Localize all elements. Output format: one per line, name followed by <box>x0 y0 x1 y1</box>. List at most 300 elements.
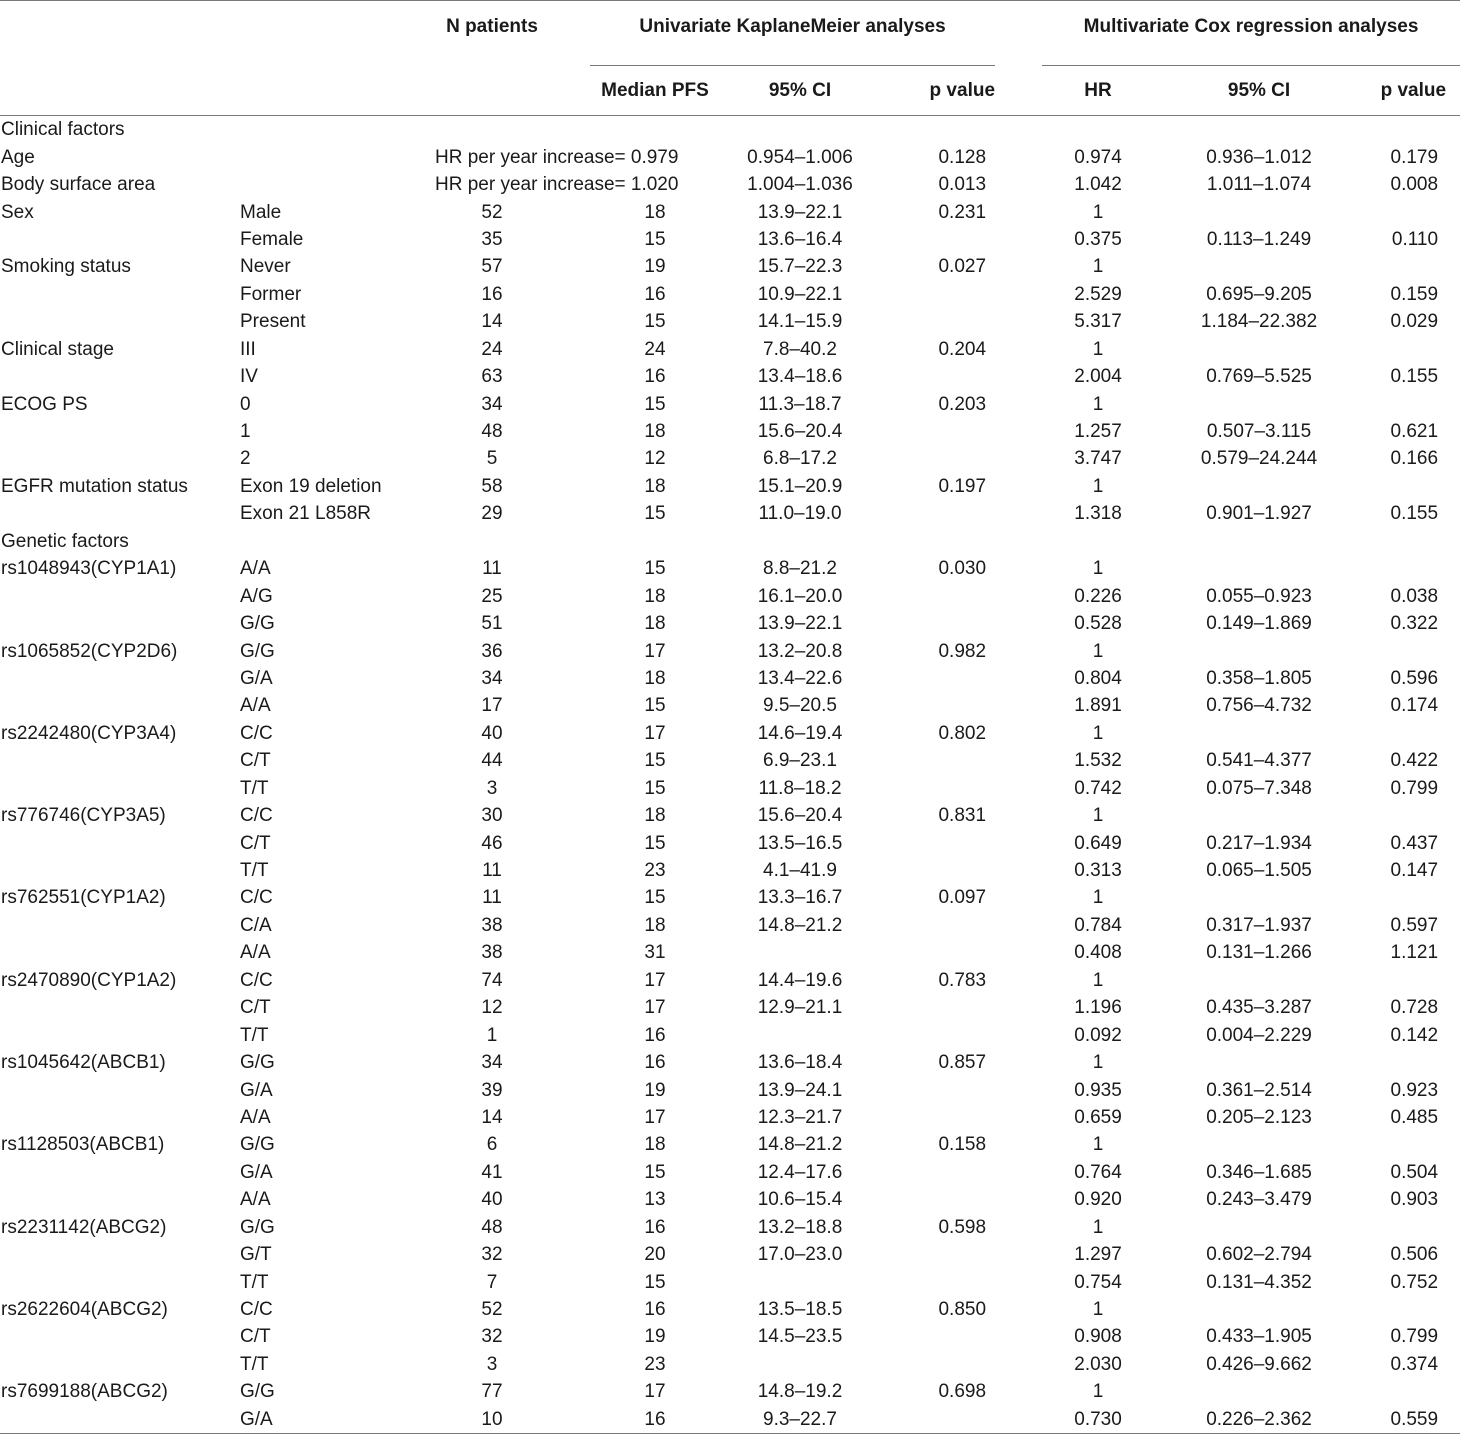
n-patients-cell: 57 <box>481 256 503 278</box>
level-label: T/T <box>240 860 269 882</box>
empty-cell <box>412 528 590 555</box>
hr-cell: 1.257 <box>1074 421 1122 443</box>
table-row <box>0 500 1460 527</box>
n-patients-cell: 41 <box>481 1161 503 1183</box>
hr-cell: 0.804 <box>1074 667 1122 689</box>
table-row <box>0 912 1460 939</box>
level-label: Never <box>240 256 291 278</box>
hr-cell: 1 <box>1092 887 1104 909</box>
gap-cell <box>995 1406 1042 1434</box>
p-univariate-cell: 0.231 <box>938 201 987 223</box>
factor-label: rs2231142(ABCG2) <box>1 1216 167 1238</box>
n-patients-cell: 48 <box>481 421 503 443</box>
level-label: G/A <box>240 1079 273 1101</box>
gap-cell <box>995 912 1042 939</box>
empty-cell <box>720 116 880 144</box>
gap-cell <box>995 1241 1042 1268</box>
ci-univariate-cell <box>720 1021 880 1048</box>
empty-cell <box>1154 528 1364 555</box>
p-univariate-cell <box>880 582 995 609</box>
median-pfs-cell: 17 <box>644 722 666 744</box>
table-row <box>0 1021 1460 1048</box>
table-row <box>0 445 1460 472</box>
p-multivariate-cell <box>1364 720 1460 747</box>
p-univariate-cell <box>880 775 995 802</box>
n-patients-cell: 17 <box>481 695 503 717</box>
median-pfs-cell: 16 <box>644 1052 666 1074</box>
p-univariate-cell <box>880 1406 995 1434</box>
ci-univariate-cell: 12.4–17.6 <box>757 1161 843 1183</box>
gap-cell <box>995 336 1042 363</box>
p-univariate-cell: 0.802 <box>938 722 987 744</box>
empty-cell <box>720 528 880 555</box>
n-patients-cell: 32 <box>481 1244 503 1266</box>
n-patients-cell: 11 <box>482 860 502 882</box>
factor-label <box>0 912 240 939</box>
ci-univariate-cell: 6.8–17.2 <box>763 448 837 470</box>
p-univariate-cell: 0.027 <box>938 256 987 278</box>
n-patients-cell: 1 <box>486 1024 498 1046</box>
hr-cell: 1 <box>1092 1134 1104 1156</box>
factor-label <box>0 857 240 884</box>
table-row <box>0 967 1460 994</box>
median-pfs-cell: 19 <box>644 1326 666 1348</box>
table-row <box>0 1378 1460 1405</box>
gap-cell <box>995 1351 1042 1378</box>
n-patients-cell: 34 <box>481 393 503 415</box>
table-row <box>0 829 1460 856</box>
ci-univariate-cell: 15.1–20.9 <box>757 475 843 497</box>
hr-cell: 2.529 <box>1074 283 1122 305</box>
ci-multivariate-cell <box>1154 390 1364 417</box>
p-univariate-cell: 0.698 <box>938 1381 987 1403</box>
ci-univariate-cell: 14.5–23.5 <box>757 1326 843 1348</box>
median-pfs-cell: 18 <box>644 914 666 936</box>
table-row <box>0 637 1460 664</box>
ci-univariate-cell: 16.1–20.0 <box>757 585 843 607</box>
ci-multivariate-cell: 0.131–1.266 <box>1206 942 1312 964</box>
p-univariate-cell <box>880 994 995 1021</box>
p-univariate-cell <box>880 418 995 445</box>
median-pfs-cell: 31 <box>644 942 666 964</box>
p-univariate-cell <box>880 1323 995 1350</box>
table-row <box>0 363 1460 390</box>
table-header <box>0 1 1460 116</box>
p-multivariate-cell <box>1364 473 1460 500</box>
level-label: A/A <box>240 695 271 717</box>
level-label: T/T <box>240 1271 269 1293</box>
p-univariate-cell <box>880 1076 995 1103</box>
factor-label <box>0 1268 240 1295</box>
gap-cell <box>995 171 1042 198</box>
p-univariate-cell <box>880 1241 995 1268</box>
level-label: C/A <box>240 914 272 936</box>
ci-multivariate-cell: 0.243–3.479 <box>1206 1189 1312 1211</box>
factor-label: rs2242480(CYP3A4) <box>1 722 177 744</box>
p-multivariate-cell <box>1364 1296 1460 1323</box>
median-pfs-cell: 15 <box>644 1161 666 1183</box>
n-patients-cell: 12 <box>481 997 503 1019</box>
level-label: G/G <box>240 640 275 662</box>
factor-label <box>0 500 240 527</box>
factor-label <box>0 1159 240 1186</box>
n-patients-cell: 58 <box>481 475 503 497</box>
p-univariate-cell: 0.203 <box>938 393 987 415</box>
gap-cell <box>995 226 1042 253</box>
p-multivariate-cell: 0.621 <box>1390 421 1439 443</box>
median-pfs-cell: 15 <box>644 1271 666 1293</box>
ci-univariate-cell: 13.4–22.6 <box>757 667 843 689</box>
factor-label <box>0 994 240 1021</box>
n-patients-cell: 74 <box>481 969 503 991</box>
factor-label: Sex <box>1 201 34 223</box>
p-multivariate-cell <box>1364 967 1460 994</box>
factor-label <box>0 1406 240 1434</box>
empty-cell <box>240 143 412 170</box>
empty-cell <box>880 528 995 555</box>
ci-univariate-cell: 14.8–19.2 <box>757 1381 843 1403</box>
level-label: C/C <box>240 1299 273 1321</box>
ci-multivariate-cell: 0.541–4.377 <box>1206 750 1312 772</box>
table-row <box>0 665 1460 692</box>
level-label: G/A <box>240 1161 273 1183</box>
p-multivariate-cell: 0.903 <box>1390 1189 1439 1211</box>
factor-label <box>0 1241 240 1268</box>
table-row <box>0 1131 1460 1158</box>
ci-multivariate-cell <box>1154 555 1364 582</box>
ci-univariate-cell: 9.5–20.5 <box>763 695 837 717</box>
gap-cell <box>995 473 1042 500</box>
level-label: Exon 19 deletion <box>240 475 382 497</box>
ci-univariate-cell: 6.9–23.1 <box>763 750 837 772</box>
ci-univariate-cell: 4.1–41.9 <box>763 860 837 882</box>
level-label: 0 <box>240 393 251 415</box>
factor-label <box>0 610 240 637</box>
level-label: C/T <box>240 1326 271 1348</box>
gap-cell <box>995 994 1042 1021</box>
ci-multivariate-cell: 0.075–7.348 <box>1206 777 1312 799</box>
p-univariate-cell <box>880 857 995 884</box>
ci-multivariate-cell: 0.507–3.115 <box>1206 421 1312 443</box>
hr-cell: 0.408 <box>1074 942 1122 964</box>
p-multivariate-cell <box>1364 555 1460 582</box>
ci-univariate-cell: 13.6–18.4 <box>757 1052 843 1074</box>
p-multivariate-cell: 0.142 <box>1390 1024 1439 1046</box>
median-pfs-cell: 12 <box>644 448 666 470</box>
n-patients-cell: 16 <box>481 283 503 305</box>
n-patients-cell: 32 <box>481 1326 503 1348</box>
ci-multivariate-cell: 0.004–2.229 <box>1206 1024 1312 1046</box>
table-row <box>0 582 1460 609</box>
ci-multivariate-cell: 0.361–2.514 <box>1206 1079 1312 1101</box>
p-univariate-cell: 0.128 <box>938 146 987 168</box>
n-patients-cell: 14 <box>481 311 503 333</box>
ci-multivariate-cell: 1.011–1.074 <box>1206 174 1312 196</box>
level-label: A/A <box>240 1106 271 1128</box>
n-patients-cell: 30 <box>481 805 503 827</box>
n-patients-cell: 11 <box>482 558 502 580</box>
hr-cell: 0.908 <box>1074 1326 1122 1348</box>
p-multivariate-cell <box>1364 637 1460 664</box>
p-multivariate-cell: 0.155 <box>1390 366 1439 388</box>
factor-label: rs762551(CYP1A2) <box>1 887 166 909</box>
ci-multivariate-cell <box>1154 637 1364 664</box>
factor-label: rs1128503(ABCB1) <box>1 1134 165 1156</box>
p-multivariate-cell: 0.147 <box>1390 860 1439 882</box>
gap-cell <box>995 418 1042 445</box>
p-multivariate-cell: 0.174 <box>1390 695 1439 717</box>
header-multivariate-label: Multivariate Cox regression analyses <box>1083 16 1419 37</box>
n-patients-cell: 40 <box>481 1189 503 1211</box>
p-multivariate-cell: 0.437 <box>1390 832 1439 854</box>
median-pfs-cell: 15 <box>644 832 666 854</box>
table-row <box>0 1241 1460 1268</box>
level-label: T/T <box>240 777 269 799</box>
n-patients-cell: 46 <box>481 832 503 854</box>
median-pfs-cell: 15 <box>644 695 666 717</box>
p-univariate-cell: 0.831 <box>938 805 987 827</box>
ci-univariate-cell: 15.7–22.3 <box>757 256 843 278</box>
p-univariate-cell <box>880 912 995 939</box>
p-univariate-cell: 0.850 <box>938 1299 987 1321</box>
p-univariate-cell <box>880 939 995 966</box>
hr-cell: 2.004 <box>1074 366 1122 388</box>
header-blank-level-2 <box>240 66 412 116</box>
ci-univariate-cell: 14.8–21.2 <box>757 1134 843 1156</box>
p-univariate-cell <box>880 829 995 856</box>
table-row <box>0 281 1460 308</box>
n-patients-cell: 24 <box>481 338 503 360</box>
n-patients-cell: 5 <box>486 448 498 470</box>
factor-label: ECOG PS <box>1 393 88 415</box>
factor-label <box>0 582 240 609</box>
hr-cell: 1 <box>1092 1216 1104 1238</box>
median-pfs-cell: 16 <box>644 283 666 305</box>
header-gap-2 <box>995 66 1042 116</box>
ci-multivariate-cell <box>1154 253 1364 280</box>
factor-label <box>0 747 240 774</box>
ci-univariate-cell: 11.0–19.0 <box>758 503 842 525</box>
median-pfs-cell: 16 <box>644 1299 666 1321</box>
factor-label: rs2622604(ABCG2) <box>1 1299 168 1321</box>
hr-cell: 0.730 <box>1042 1406 1154 1434</box>
p-univariate-cell: 0.013 <box>938 174 987 196</box>
level-label: G/G <box>240 613 275 635</box>
level-label: G/G <box>240 1134 275 1156</box>
gap-cell <box>995 939 1042 966</box>
p-univariate-cell <box>880 692 995 719</box>
table-body <box>0 116 1460 1434</box>
hr-cell: 1 <box>1092 722 1104 744</box>
gap-cell <box>995 1214 1042 1241</box>
p-multivariate-cell: 0.159 <box>1390 283 1439 305</box>
hr-cell: 0.974 <box>1074 146 1122 168</box>
factor-label <box>0 445 240 472</box>
factor-label: rs1065852(CYP2D6) <box>1 640 178 662</box>
hr-cell: 1 <box>1092 1299 1104 1321</box>
p-multivariate-cell <box>1364 198 1460 225</box>
ci-univariate-cell: 13.6–16.4 <box>757 228 843 250</box>
hr-cell: 1 <box>1092 256 1104 278</box>
level-label: C/T <box>240 832 271 854</box>
gap-cell <box>995 775 1042 802</box>
table-row <box>0 418 1460 445</box>
gap-cell <box>995 253 1042 280</box>
gap-cell <box>995 857 1042 884</box>
level-label: T/T <box>240 1353 269 1375</box>
ci-multivariate-cell: 0.579–24.244 <box>1200 448 1318 470</box>
p-multivariate-cell: 0.029 <box>1390 311 1439 333</box>
hr-cell: 0.375 <box>1074 228 1122 250</box>
median-pfs-cell: 15 <box>644 750 666 772</box>
table-row <box>0 473 1460 500</box>
empty-cell <box>412 116 590 144</box>
ci-multivariate-cell <box>1154 1378 1364 1405</box>
level-label: A/A <box>240 558 271 580</box>
hr-cell: 0.528 <box>1074 613 1122 635</box>
level-label: C/T <box>240 750 271 772</box>
p-multivariate-cell: 0.799 <box>1390 777 1439 799</box>
hr-cell: 1 <box>1092 558 1104 580</box>
ci-multivariate-cell <box>1154 1296 1364 1323</box>
p-multivariate-cell: 0.322 <box>1390 613 1439 635</box>
hr-cell: 1 <box>1092 201 1104 223</box>
table-row <box>0 1159 1460 1186</box>
header-p-univariate: p value <box>929 79 996 101</box>
median-pfs-cell: 17 <box>644 969 666 991</box>
table-row <box>0 802 1460 829</box>
ci-univariate-cell: 17.0–23.0 <box>757 1244 843 1266</box>
p-multivariate-cell: 0.038 <box>1390 585 1439 607</box>
table-row <box>0 994 1460 1021</box>
n-patients-cell: 11 <box>482 887 502 909</box>
p-univariate-cell: 0.158 <box>938 1134 987 1156</box>
hr-cell: 1 <box>1092 475 1104 497</box>
gap-cell <box>995 637 1042 664</box>
level-label: G/G <box>240 1216 275 1238</box>
header-univariate-label: Univariate KaplaneMeier analyses <box>639 16 946 37</box>
median-pfs-cell: 19 <box>644 256 666 278</box>
level-label: C/C <box>240 805 273 827</box>
p-univariate-cell <box>880 1186 995 1213</box>
empty-cell <box>1364 116 1460 144</box>
factor-label <box>0 692 240 719</box>
median-pfs-cell: 13 <box>644 1189 666 1211</box>
table-row <box>0 198 1460 225</box>
level-label: Female <box>240 228 304 250</box>
factor-label: Age <box>1 146 35 168</box>
factor-label: rs2470890(CYP1A2) <box>1 969 177 991</box>
gap-cell <box>995 198 1042 225</box>
table-row <box>0 720 1460 747</box>
gap-cell <box>995 555 1042 582</box>
hr-cell: 2.030 <box>1074 1353 1122 1375</box>
n-patients-cell: 38 <box>481 942 503 964</box>
hr-cell: 0.742 <box>1074 777 1122 799</box>
factor-label <box>0 1076 240 1103</box>
p-univariate-cell <box>880 363 995 390</box>
table-row <box>0 1268 1460 1295</box>
p-multivariate-cell <box>1364 802 1460 829</box>
n-patients-cell: 34 <box>481 1052 503 1074</box>
median-pfs-cell: 17 <box>644 1106 666 1128</box>
empty-cell <box>590 116 720 144</box>
ci-multivariate-cell: 0.149–1.869 <box>1206 613 1312 635</box>
table-row <box>0 939 1460 966</box>
level-label: G/G <box>240 1052 275 1074</box>
p-multivariate-cell: 0.374 <box>1390 1353 1439 1375</box>
median-pfs-cell: 16 <box>590 1406 720 1434</box>
p-univariate-cell <box>880 226 995 253</box>
ci-univariate-cell: 13.4–18.6 <box>757 366 843 388</box>
table-row <box>0 1186 1460 1213</box>
hr-per-year-text: HR per year increase= 1.020 <box>435 174 679 196</box>
p-univariate-cell: 0.030 <box>938 558 987 580</box>
gap-cell <box>995 1159 1042 1186</box>
n-patients-cell: 63 <box>481 366 503 388</box>
gap-cell <box>995 445 1042 472</box>
n-patients-cell: 77 <box>481 1381 503 1403</box>
p-multivariate-cell: 0.422 <box>1390 750 1439 772</box>
hr-cell: 1 <box>1092 338 1104 360</box>
median-pfs-cell: 23 <box>644 860 666 882</box>
n-patients-cell: 3 <box>486 777 498 799</box>
table-row <box>0 857 1460 884</box>
hr-cell: 1.196 <box>1074 997 1122 1019</box>
median-pfs-cell: 16 <box>644 366 666 388</box>
level-label: C/T <box>240 997 271 1019</box>
p-multivariate-cell: 0.923 <box>1390 1079 1439 1101</box>
factor-label: Body surface area <box>1 174 156 196</box>
table-row <box>0 253 1460 280</box>
empty-cell <box>1364 528 1460 555</box>
gap-cell <box>995 582 1042 609</box>
header-multivariate-group <box>1042 1 1460 67</box>
ci-univariate-cell <box>720 939 880 966</box>
factor-label <box>0 363 240 390</box>
median-pfs-cell: 18 <box>644 475 666 497</box>
factor-label <box>0 665 240 692</box>
hr-cell: 1 <box>1092 969 1104 991</box>
header-univariate-group <box>590 1 995 67</box>
ci-univariate-cell: 13.9–22.1 <box>757 201 843 223</box>
median-pfs-cell: 18 <box>644 667 666 689</box>
factor-label: EGFR mutation status <box>1 475 188 497</box>
factor-label: rs1045642(ABCB1) <box>1 1052 166 1074</box>
level-label: A/A <box>240 1189 271 1211</box>
median-pfs-cell: 18 <box>644 613 666 635</box>
section-label: Clinical factors <box>1 119 125 141</box>
ci-multivariate-cell <box>1154 198 1364 225</box>
gap-cell <box>995 143 1042 170</box>
p-multivariate-cell: 0.166 <box>1390 448 1439 470</box>
header-gap <box>995 1 1042 67</box>
ci-multivariate-cell: 0.901–1.927 <box>1206 503 1312 525</box>
ci-univariate-cell: 13.2–18.8 <box>757 1216 843 1238</box>
section-row <box>0 528 1460 555</box>
table-row <box>0 775 1460 802</box>
level-label: G/G <box>240 1381 275 1403</box>
hr-cell: 1 <box>1092 805 1104 827</box>
gap-cell <box>995 1021 1042 1048</box>
gap-cell <box>995 720 1042 747</box>
n-patients-cell: 52 <box>481 1299 503 1321</box>
median-pfs-cell: 15 <box>644 777 666 799</box>
empty-cell <box>995 528 1042 555</box>
level-label: Male <box>240 201 282 223</box>
p-univariate-cell: 0.097 <box>938 887 987 909</box>
factor-label <box>0 1104 240 1131</box>
